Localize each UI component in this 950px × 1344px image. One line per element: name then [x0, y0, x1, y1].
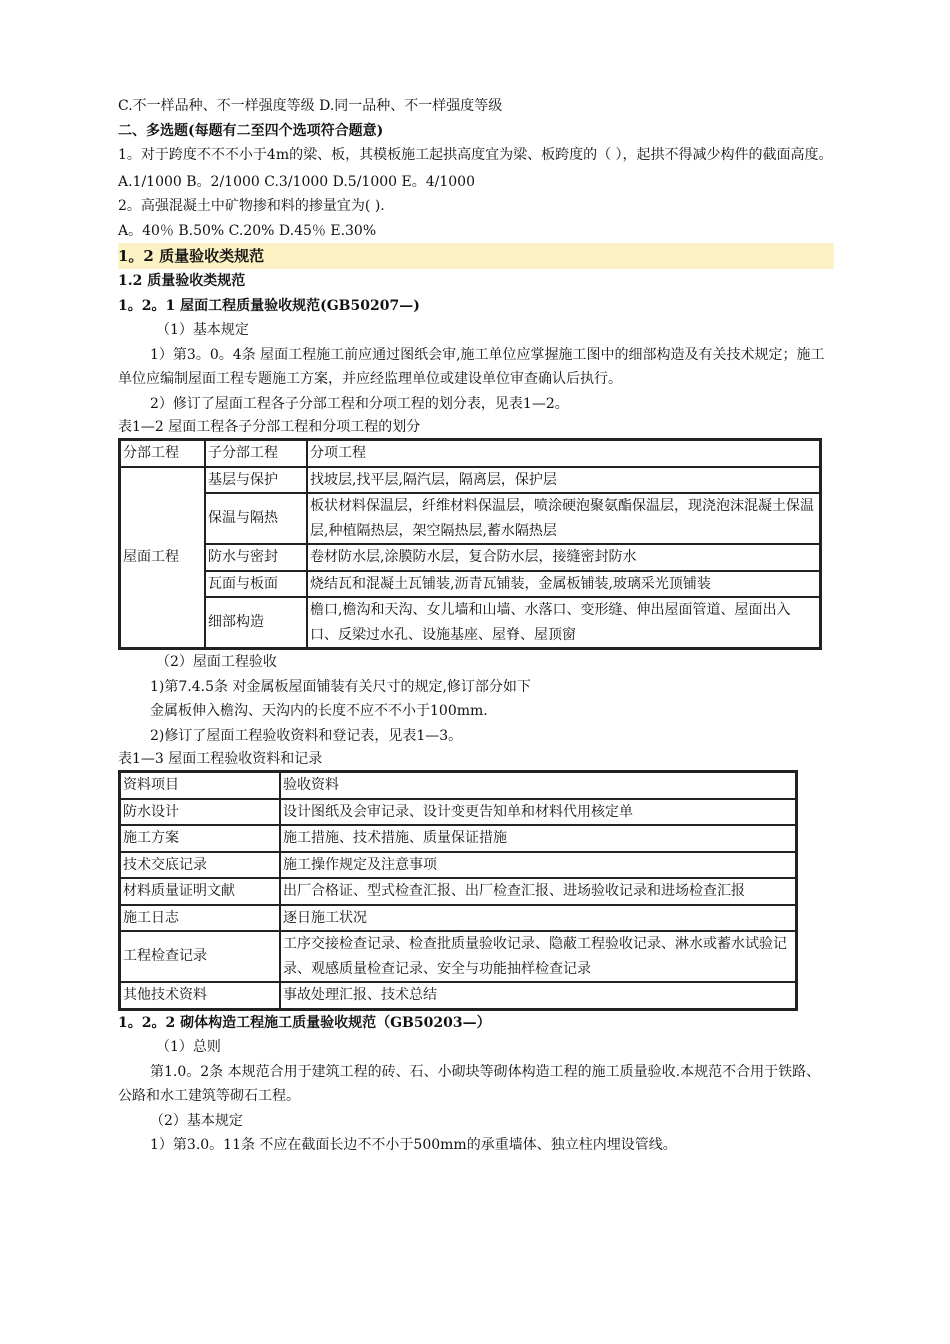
table-1-2	[118, 438, 822, 650]
table-row	[120, 597, 820, 648]
table-cell: 工序交接检查记录、检查批质量验收记录、隐蔽工程验收记录、淋水或蓄水试验记录、观感质量检查记录、安全与功能抽样检查记录	[280, 931, 796, 982]
table-row	[120, 493, 820, 544]
table-cell: 其他技术资料	[120, 982, 280, 1009]
table-cell: 找坡层,找平层,隔汽层，隔离层，保护层	[307, 467, 820, 494]
table-cell-main: 屋面工程	[120, 467, 205, 649]
document-page	[118, 94, 834, 1158]
table-row	[120, 982, 796, 1009]
paragraph-1-0-2: 第1.0。2条 本规范合用于建筑工程的砖、石、小砌块等砌体构造工程的施工质量验收.本规范不合用于铁路、公路和水工建筑等砌石工程。	[118, 1063, 821, 1104]
basic-rules-label: （1）基本规定	[156, 322, 249, 338]
table-cell: 烧结瓦和混凝土瓦铺装,沥青瓦铺装，金属板铺装,玻璃采光顶铺装	[307, 571, 820, 598]
question-2: 2。高强混凝土中矿物掺和料的掺量宜为( ).	[118, 198, 385, 214]
general-label: （1）总则	[156, 1039, 221, 1055]
table-cell: 檐口,檐沟和天沟、女儿墙和山墙、水落口、变形缝、伸出屋面管道、屋面出入口、反梁过水孔、设施基座、屋脊、屋顶窗	[307, 597, 820, 648]
table-row	[120, 544, 820, 571]
section-heading: 1。2 质量验收类规范	[118, 243, 834, 269]
table-header: 资料项目	[120, 772, 280, 799]
paragraph-3-0-4: 1）第3。0。4条 屋面工程施工前应通过图纸会审,施工单位应掌握施工图中的细部构造及有关技术规定；施工单位应编制屋面工程专题施工方案，并应经监理单位或建设单位审查确认后执行。	[118, 346, 825, 387]
table-1-3	[118, 770, 798, 1011]
table-row	[120, 852, 796, 879]
table-row	[120, 905, 796, 932]
subsection-2-title: 1。2。2 砌体构造工程施工质量验收规范（GB50203—）	[118, 1014, 491, 1031]
basic-rules-label-2: （2）基本规定	[150, 1112, 243, 1129]
table-cell: 工程检查记录	[120, 931, 280, 982]
table-cell: 施工操作规定及注意事项	[280, 852, 796, 879]
table-cell: 施工日志	[120, 905, 280, 932]
table-row	[120, 878, 796, 905]
question-2-options: A。40％ B.50% C.20% D.45％ E.30%	[118, 222, 377, 239]
table-header: 验收资料	[280, 772, 796, 799]
table-row	[120, 825, 796, 852]
paragraph-table-ref-1-2: 2）修订了屋面工程各子分部工程和分项工程的划分表，见表1—2。	[150, 395, 569, 412]
table-row	[120, 931, 796, 982]
table-row	[120, 440, 820, 467]
table-cell: 材料质量证明文献	[120, 878, 280, 905]
table-cell: 出厂合格证、型式检查汇报、出厂检查汇报、进场验收记录和进场检查汇报	[280, 878, 796, 905]
table-header: 分项工程	[307, 440, 820, 467]
paragraph-7-4-5: 1)第7.4.5条 对金属板屋面铺装有关尺寸的规定,修订部分如下	[150, 678, 531, 695]
table-row	[120, 571, 820, 598]
table-header: 子分部工程	[205, 440, 307, 467]
table-1-3-caption: 表1—3 屋面工程验收资料和记录	[118, 751, 323, 767]
table-cell: 细部构造	[205, 597, 307, 648]
table-cell: 保温与隔热	[205, 493, 307, 544]
paragraph-metal-sheet: 金属板伸入檐沟、天沟内的长度不应不不小于100mm.	[150, 703, 488, 719]
subsection-1-title: 1。2。1 屋面工程质量验收规范(GB50207—)	[118, 297, 420, 314]
table-cell: 防水与密封	[205, 544, 307, 571]
table-row	[120, 772, 796, 799]
section-title: 1.2 质量验收类规范	[118, 273, 246, 289]
multi-choice-heading: 二、多选题(每题有二至四个选项符合题意)	[118, 122, 384, 139]
table-cell: 事故处理汇报、技术总结	[280, 982, 796, 1009]
table-cell: 逐日施工状况	[280, 905, 796, 932]
table-row	[120, 799, 796, 826]
table-cell: 施工方案	[120, 825, 280, 852]
table-cell: 瓦面与板面	[205, 571, 307, 598]
table-cell: 技术交底记录	[120, 852, 280, 879]
table-cell: 卷材防水层,涂膜防水层，复合防水层，接缝密封防水	[307, 544, 820, 571]
table-cell: 设计图纸及会审记录、设计变更告知单和材料代用核定单	[280, 799, 796, 826]
table-1-2-caption: 表1—2 屋面工程各子分部工程和分项工程的划分	[118, 419, 421, 435]
roof-acceptance-label: （2）屋面工程验收	[156, 654, 277, 670]
table-cell: 基层与保护	[205, 467, 307, 494]
paragraph-3-0-11: 1）第3.0。11条 不应在截面长边不不小于500mm的承重墙体、独立柱内埋设管线。	[150, 1137, 677, 1153]
option-line: C.不一样品种、不一样强度等级 D.同一品种、不一样强度等级	[118, 98, 503, 114]
paragraph-table-ref-1-3: 2)修订了屋面工程验收资料和登记表，见表1—3。	[150, 727, 463, 744]
table-cell: 施工措施、技术措施、质量保证措施	[280, 825, 796, 852]
table-cell: 板状材料保温层，纤维材料保温层，喷涂硬泡聚氨酯保温层，现浇泡沫混凝土保温层,种植隔热层，架空隔热层,蓄水隔热层	[307, 493, 820, 544]
table-cell: 防水设计	[120, 799, 280, 826]
question-1-options: A.1/1000 B。2/1000 C.3/1000 D.5/1000 E。4/1000	[118, 173, 475, 190]
table-header: 分部工程	[120, 440, 205, 467]
table-row	[120, 467, 820, 494]
question-1: 1。对于跨度不不不小于4m的梁、板，其模板施工起拱高度宜为梁、板跨度的（ ），起拱不得减少构件的截面高度。	[118, 147, 833, 163]
